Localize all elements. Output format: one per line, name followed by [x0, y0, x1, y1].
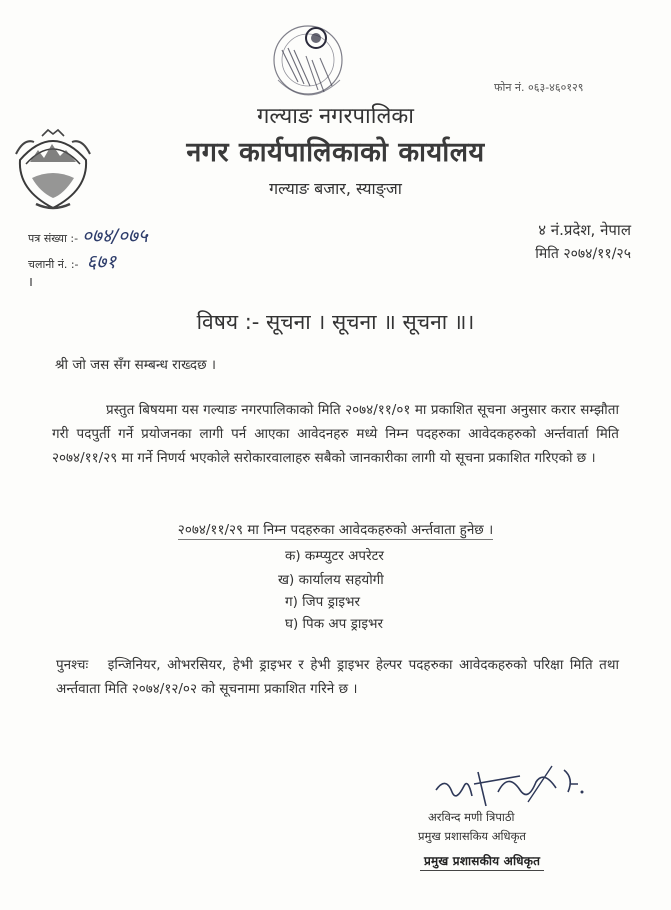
interview-line: [0, 520, 671, 538]
postscript-text: इन्जिनियर, ओभरसियर, हेभी ड्राइभर र हेभी ड्राइभर हेल्पर पदहरुका आवेदकहरुको परिक्षा मिति तथा अर्न्तवाता मिति २०७४/१२/०२ को सूचनामा प्रकाशित गरिने छ ।: [56, 657, 619, 697]
postscript: [56, 653, 619, 701]
phone-number: फोन नं. ०६३-४६०१२९: [494, 81, 584, 94]
patra-value: ०७४/०७५: [82, 225, 148, 247]
patra-label: पत्र संख्या :-: [28, 232, 79, 245]
salutation: श्री जो जस सँग सम्बन्ध राख्दछ ।: [55, 357, 216, 373]
post-item: ग) जिप ड्राइभर: [285, 594, 360, 610]
post-item: ख) कार्यालय सहयोगी: [278, 572, 384, 588]
margin-mark: [30, 278, 32, 286]
signatory-title: प्रमुख प्रशासकिय अधिकृत: [418, 829, 526, 843]
interview-line-text: २०७४/११/२९ मा निम्न पदहरुका आवेदकहरुको अर्न्तवाता हुनेछ ।: [177, 522, 494, 538]
signatory-name: अरविन्द मणी त्रिपाठी: [428, 810, 515, 824]
post-item: घ) पिक अप ड्राइभर: [285, 616, 383, 632]
office-stamp: [258, 20, 358, 110]
postscript-label: पुनश्चः: [56, 657, 89, 673]
office-name: नगर कार्यपालिकाको कार्यालय: [186, 137, 485, 168]
notice-paragraph: प्रस्तुत बिषयमा यस गल्याङ नगरपालिकाको मिति २०७४/११/०१ मा प्रकाशित सूचना अनुसार करार सम्झौता गरी पदपुर्ती गर्ने प्रयोजनका लागी पर्न आएका आवेदनहरु मध्ये निम्न पदहरुका आवेदकहरुको अर्न्तवार्ता मिति २०७४/११/२९ मा गर्ने निणर्य भएकोले सरोकारवालाहरु सबैको जानकारीका लागी यो सूचना प्रकाशित गरिएको छ ।: [52, 402, 619, 466]
post-item: क) कम्प्युटर अपरेटर: [285, 548, 384, 564]
office-address: गल्याङ बजार, स्याङ्जा: [269, 179, 402, 198]
chalani-value: ६७१: [86, 251, 117, 273]
signature: [428, 762, 588, 814]
designation-seal: प्रमुख प्रशासकीय अधिकृत: [420, 851, 544, 871]
org-name: गल्याङ नगरपालिका: [257, 104, 414, 129]
notice-subject: विषय :- सूचना । सूचना ॥ सूचना ॥।: [196, 310, 475, 334]
province: ४ नं.प्रदेश, नेपाल: [538, 221, 631, 239]
chalani-row: [28, 248, 116, 274]
patra-sankhya-row: [28, 222, 148, 248]
notice-date: मिति २०७४/११/२५: [535, 246, 631, 262]
chalani-label: चलानी नं. :-: [28, 258, 79, 271]
